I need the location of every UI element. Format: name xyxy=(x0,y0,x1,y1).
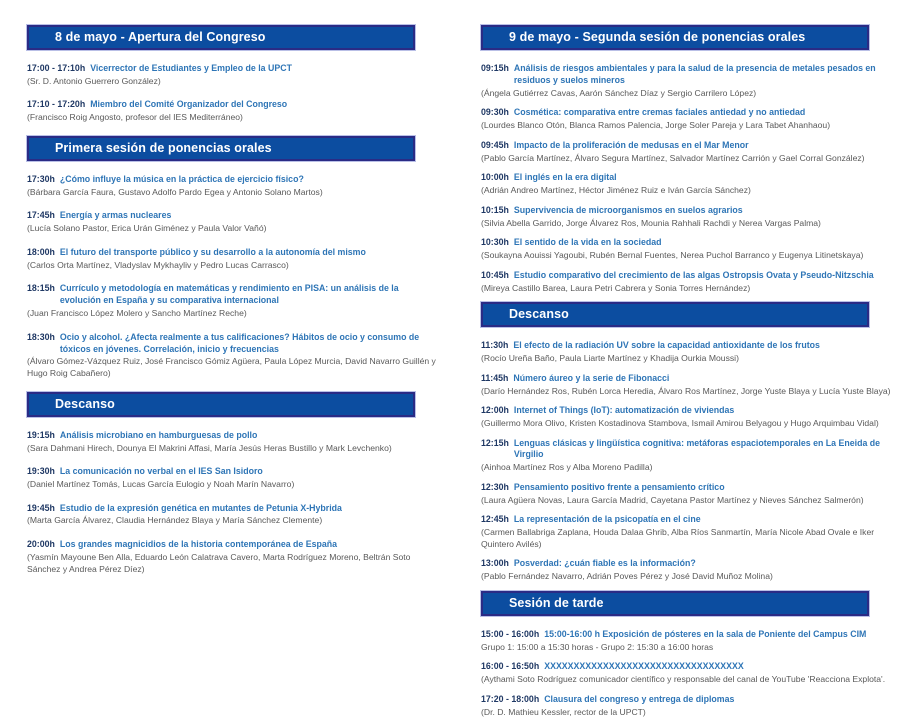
program-item xyxy=(27,99,438,123)
item-title: El inglés en la era digital xyxy=(513,172,617,183)
program-column-right xyxy=(481,25,892,726)
program-item-line xyxy=(481,661,892,673)
section-header-bar xyxy=(27,25,415,50)
section-items xyxy=(481,629,892,718)
program-item xyxy=(481,373,892,397)
item-time: 11:30h xyxy=(481,340,509,351)
item-authors: (Yasmín Mayoune Ben Alla, Eduardo León Calatrava Cavero, Marta Rodríguez Moreno, Beltrán Soto Sánchez y Andrea Pérez Díez) xyxy=(27,551,411,574)
item-time: 09:45h xyxy=(481,139,509,150)
item-time: 16:00 - 16:50h xyxy=(481,661,540,672)
program-item-line xyxy=(481,205,892,217)
item-authors: (Carlos Orta Martínez, Vladyslav Mykhayliv y Pedro Lucas Carrasco) xyxy=(27,259,289,270)
program-item-line xyxy=(481,482,892,494)
item-title: Los grandes magnicidios de la historia contemporánea de España xyxy=(59,539,338,550)
program-item-line xyxy=(27,283,438,307)
program-item-line xyxy=(481,63,892,87)
item-title: El futuro del transporte público y su desarrollo a la autonomía del mismo xyxy=(59,246,366,257)
program-item-line xyxy=(27,247,438,259)
item-time: 19:15h xyxy=(27,429,55,440)
item-time: 13:00h xyxy=(481,558,509,569)
section-items xyxy=(481,63,892,294)
program-item-line xyxy=(481,140,892,152)
program-item xyxy=(481,438,892,474)
item-time: 12:45h xyxy=(481,514,509,525)
item-title: Lenguas clásicas y lingüística cognitiva: metáforas espaciotemporales en La Eneida de Virgilio xyxy=(513,437,881,460)
item-title: Currículo y metodología en matemáticas y rendimiento en PISA: un análisis de la evolución en España y su comparativa internacional xyxy=(59,283,399,306)
program-item-line xyxy=(481,107,892,119)
section-items xyxy=(27,174,438,380)
section-header-bar xyxy=(481,25,869,50)
program-section xyxy=(27,25,438,124)
item-authors: (Guillermo Mora Olivo, Kristen Kostadinova Stambova, Ismail Amirou Belyagou y Hugo Arquimbau Vidal) xyxy=(481,417,879,428)
program-item-line xyxy=(481,694,892,706)
item-authors: (Rocío Ureña Baño, Paula Liarte Martínez y Khadija Ourkia Moussi) xyxy=(481,353,739,364)
item-time: 10:00h xyxy=(481,172,509,183)
item-time: 17:00 - 17:10h xyxy=(27,63,86,73)
item-time: 17:45h xyxy=(27,210,55,221)
item-time: 20:00h xyxy=(27,539,55,550)
item-authors: (Pablo García Martínez, Álvaro Segura Martínez, Salvador Martínez Carrión y Gael Corral González) xyxy=(481,152,865,163)
item-time: 17:10 - 17:20h xyxy=(27,99,86,110)
item-time: 17:20 - 18:00h xyxy=(481,693,540,704)
section-header-title: 9 de mayo - Segunda sesión de ponencias orales xyxy=(509,30,806,44)
item-authors: (Ainhoa Martínez Ros y Alba Moreno Padilla) xyxy=(481,462,653,473)
section-header-title: Descanso xyxy=(509,307,569,322)
item-title: Impacto de la proliferación de medusas en el Mar Menor xyxy=(513,139,749,150)
item-authors: (Daniel Martínez Tomás, Lucas García Eulogio y Noah Marín Navarro) xyxy=(27,478,295,489)
section-header-title: Sesión de tarde xyxy=(509,595,604,610)
program-item xyxy=(481,694,892,718)
item-title: Estudio de la expresión genética en mutantes de Petunia X-Hybrida xyxy=(59,502,342,513)
program-item-line xyxy=(481,514,892,526)
program-item-line xyxy=(27,63,438,75)
item-title: Cosmética: comparativa entre cremas faciales antiedad y no antiedad xyxy=(513,107,806,118)
program-item-line xyxy=(27,332,438,356)
section-header-bar xyxy=(481,591,869,616)
item-title: Análisis de riesgos ambientales y para la salud de la presencia de metales pesados en residuos y suelos mineros xyxy=(513,63,876,85)
program-item xyxy=(481,558,892,582)
item-authors: (Dr. D. Mathieu Kessler, rector de la UPCT) xyxy=(481,706,646,717)
program-item xyxy=(27,210,438,234)
item-title: Vicerrector de Estudiantes y Empleo de la UPCT xyxy=(90,63,292,73)
item-title: XXXXXXXXXXXXXXXXXXXXXXXXXXXXXXXXXX xyxy=(544,661,744,672)
item-time: 12:30h xyxy=(481,481,509,492)
section-header-bar xyxy=(27,392,415,417)
program-item xyxy=(481,172,892,196)
program-item-line xyxy=(481,340,892,352)
program-section xyxy=(481,25,892,294)
item-authors: (Juan Francisco López Molero y Sancho Martínez Reche) xyxy=(27,308,247,319)
item-time: 18:30h xyxy=(27,331,55,342)
item-authors: (Silvia Abella Garrido, Jorge Álvarez Ros, Mounia Rahhali Rachdi y Nerea Vargas Palma) xyxy=(481,217,821,228)
item-title: Estudio comparativo del crecimiento de las algas Ostropsis Ovata y Pseudo-Nitzschia xyxy=(513,269,874,280)
item-time: 15:00 - 16:00h xyxy=(481,628,540,639)
program-item xyxy=(27,503,438,527)
item-authors: (Soukayna Aouissi Yagoubi, Rubén Bernal Fuentes, Nerea Puchol Barranco y Eugenya Litinetskaya) xyxy=(481,250,864,261)
program-section xyxy=(27,136,438,380)
item-title: Internet of Things (IoT): automatización de viviendas xyxy=(513,405,735,416)
section-items xyxy=(481,340,892,583)
item-title: ¿Cómo influye la música en la práctica de ejercicio físico? xyxy=(59,173,304,184)
program-item xyxy=(27,332,438,380)
program-item-line xyxy=(27,430,438,442)
section-header-bar xyxy=(27,136,415,161)
program-section xyxy=(481,591,892,718)
program-section xyxy=(481,302,892,583)
item-title: La representación de la psicopatía en el cine xyxy=(513,514,701,525)
program-item xyxy=(27,283,438,319)
program-item xyxy=(27,174,438,198)
program-item-line xyxy=(27,466,438,478)
section-header-bar xyxy=(481,302,869,327)
item-authors: (Aythami Soto Rodríguez comunicador científico y responsable del canal de YouTube 'Reacciona Explota'. xyxy=(481,674,886,685)
program-item xyxy=(481,514,892,550)
item-title: Posverdad: ¿cuán fiable es la información? xyxy=(513,558,696,569)
program-item-line xyxy=(27,503,438,515)
item-authors: (Adrián Andreo Martínez, Héctor Jiménez Ruiz e Iván García Sánchez) xyxy=(481,185,751,196)
item-authors: (Marta García Álvarez, Claudia Hernández Blaya y María Sánchez Clemente) xyxy=(27,515,323,526)
item-title: Número áureo y la serie de Fibonacci xyxy=(513,372,670,383)
item-time: 18:00h xyxy=(27,246,55,257)
program-item xyxy=(481,205,892,229)
item-authors: (Mireya Castillo Barea, Laura Petri Cabrera y Sonia Torres Hernández) xyxy=(481,282,751,293)
item-title: Miembro del Comité Organizador del Congreso xyxy=(90,99,288,110)
item-authors: (Bárbara García Faura, Gustavo Adolfo Pardo Egea y Antonio Solano Martos) xyxy=(27,186,323,197)
item-time: 09:15h xyxy=(481,63,509,73)
program-item-line xyxy=(481,438,892,462)
item-authors: (Sara Dahmani Hirech, Dounya El Makrini Affasi, María Jesús Heras Bustillo y Mark Levchenko) xyxy=(27,442,392,453)
item-authors: (Lucía Solano Pastor, Erica Urán Giménez y Paula Valor Vañó) xyxy=(27,223,267,234)
item-authors: (Lourdes Blanco Otón, Blanca Ramos Palencia, Jorge Soler Pareja y Lara Tabet Ahanhaou) xyxy=(481,120,831,131)
item-authors: (Ángela Gutiérrez Cavas, Aarón Sánchez Díaz y Sergio Carrilero López) xyxy=(481,87,757,98)
program-item xyxy=(481,140,892,164)
item-title: El efecto de la radiación UV sobre la capacidad antioxidante de los frutos xyxy=(513,340,820,351)
program-item-line xyxy=(481,270,892,282)
item-time: 18:15h xyxy=(27,283,55,294)
item-title: Análisis microbiano en hamburguesas de pollo xyxy=(59,429,258,440)
program-item xyxy=(27,539,438,575)
program-item xyxy=(481,405,892,429)
program-item-line xyxy=(27,99,438,111)
section-items xyxy=(27,430,438,575)
program-item xyxy=(481,237,892,261)
item-title: Pensamiento positivo frente a pensamiento crítico xyxy=(513,481,725,492)
item-authors: (Álvaro Gómez-Vázquez Ruiz, José Francisco Gómiz Agüera, Paula López Murcia, David Navarro Guillén y Hugo Roig Cabañero) xyxy=(27,356,436,379)
program-item-line xyxy=(27,210,438,222)
program-item xyxy=(481,340,892,364)
program-item-line xyxy=(481,405,892,417)
item-time: 11:45h xyxy=(481,372,509,383)
program-item-line xyxy=(27,174,438,186)
program-item xyxy=(481,629,892,653)
item-authors: (Darío Hernández Ros, Rubén Lorca Heredia, Álvaro Ros Martínez, Jorge Yuste Blaya y Lucía Yuste Blaya) xyxy=(481,385,891,396)
item-time: 19:45h xyxy=(27,502,55,513)
section-header-title: Descanso xyxy=(55,396,115,411)
program-item-line xyxy=(481,237,892,249)
program-column-left xyxy=(27,25,438,726)
item-title: Ocio y alcohol. ¿Afecta realmente a tus calificaciones? Hábitos de ocio y consumo de tóxicos en jóvenes. Correlación, inicio y frecuencias xyxy=(59,331,420,354)
item-authors: (Sr. D. Antonio Guerrero González) xyxy=(27,75,161,86)
program-item-line xyxy=(481,629,892,641)
program-item xyxy=(481,661,892,685)
item-title: El sentido de la vida en la sociedad xyxy=(513,237,662,248)
item-subtitle: Grupo 1: 15:00 a 15:30 horas - Grupo 2: 15:30 a 16:00 horas xyxy=(481,641,714,652)
item-time: 12:15h xyxy=(481,437,509,448)
program-item xyxy=(481,270,892,294)
item-title: Energía y armas nucleares xyxy=(59,210,172,221)
item-title: La comunicación no verbal en el IES San Isidoro xyxy=(59,466,263,477)
program-item-line xyxy=(481,558,892,570)
item-time: 09:30h xyxy=(481,107,509,118)
item-time: 17:30h xyxy=(27,173,55,184)
program-item-line xyxy=(481,172,892,184)
program-item xyxy=(27,247,438,271)
program-item-line xyxy=(27,539,438,551)
program-item xyxy=(481,63,892,99)
program-item xyxy=(27,466,438,490)
program-item xyxy=(481,107,892,131)
section-header-title: 8 de mayo - Apertura del Congreso xyxy=(55,30,266,44)
section-items xyxy=(27,63,438,124)
item-authors: (Pablo Fernández Navarro, Adrián Poves Pérez y José David Muñoz Molina) xyxy=(481,571,773,582)
item-time: 10:15h xyxy=(481,204,509,215)
section-header-title: Primera sesión de ponencias orales xyxy=(55,140,272,155)
program-item-line xyxy=(481,373,892,385)
program-item xyxy=(27,430,438,454)
item-time: 19:30h xyxy=(27,466,55,477)
item-authors: (Laura Agüera Novas, Laura García Madrid, Cayetana Pastor Martínez y Nieves Sánchez Salmerón) xyxy=(481,494,864,505)
program-item xyxy=(27,63,438,87)
program-section xyxy=(27,392,438,575)
item-title: Supervivencia de microorganismos en suelos agrarios xyxy=(513,204,743,215)
item-title: Clausura del congreso y entrega de diplomas xyxy=(544,693,735,704)
item-time: 10:30h xyxy=(481,237,509,248)
program-item xyxy=(481,482,892,506)
item-time: 12:00h xyxy=(481,405,509,416)
item-authors: (Carmen Ballabriga Zaplana, Houda Dalaa Ghrib, Alba Ríos Sanmartín, María Nicole Abad Ovale e Iker Quintero Avilés) xyxy=(481,527,875,549)
item-authors: (Francisco Roig Angosto, profesor del IES Mediterráneo) xyxy=(27,112,243,123)
item-title: 15:00-16:00 h Exposición de pósteres en la sala de Poniente del Campus CIM xyxy=(544,628,867,639)
item-time: 10:45h xyxy=(481,269,509,280)
